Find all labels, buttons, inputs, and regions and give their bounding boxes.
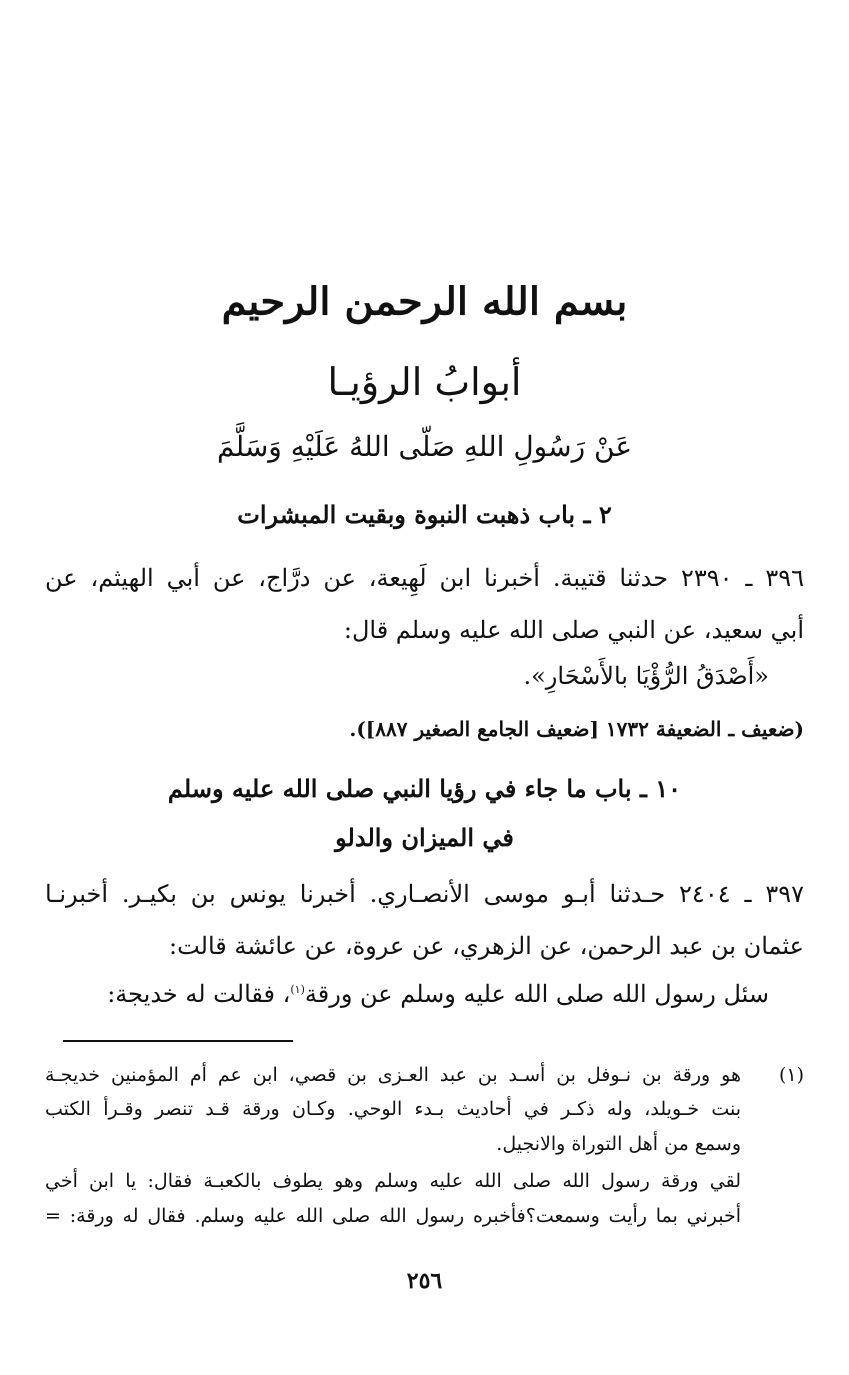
hadith-text: «أَصْدَقُ الرُّؤْيَا بالأَسْحَارِ».: [523, 662, 769, 690]
chapter-heading-continued: في الميزان والدلو: [335, 823, 514, 852]
basmala: بسم الله الرحمن الرحيم: [221, 279, 628, 324]
footnote-divider: [63, 1040, 293, 1042]
footnote-marker: (١): [778, 1064, 804, 1086]
hadith-line: ٣٩٦ ـ ٢٣٩٠ حدثنا قتيبة. أخبرنا ابن لَهِيعة، عن درَّاج، عن أبي الهيثم، عن: [45, 564, 804, 592]
page-number: ٢٥٦: [406, 1268, 443, 1294]
hadith-text: ، فقالت له خديجة:: [107, 980, 291, 1008]
hadith-line: ٣٩٧ ـ ٢٤٠٤ حـدثنا أبـو موسى الأنصـاري. أخبرنا يونس بن بكيـر. أخبرنـا: [45, 880, 804, 908]
hadith-grading: (ضعيف ـ الضعيفة ١٧٣٢ [ضعيف الجامع الصغير ٨٨٧]).: [349, 717, 804, 741]
hadith-text: سئل رسول الله صلى الله عليه وسلم عن ورقة: [304, 980, 769, 1008]
book-title: أبوابُ الرؤيـا: [327, 360, 522, 404]
chapter-heading: ١٠ ـ باب ما جاء في رؤيا النبي صلى الله عليه وسلم: [167, 774, 682, 803]
footnote-line: لقي ورقة رسول الله صلى الله عليه وسلم وهو يطوف بالكعبـة فقال: يا ابن أخي: [45, 1170, 741, 1192]
hadith-line: [45, 980, 769, 1008]
book-subtitle: عَنْ رَسُولِ اللهِ صَلّى اللهُ عَلَيْهِ وَسَلَّمَ: [216, 430, 633, 463]
hadith-line: عثمان بن عبد الرحمن، عن الزهري، عن عروة، عن عائشة قالت:: [169, 932, 804, 960]
footnote-line: هو ورقة بن نـوفل بن أسـد بن عبد العـزى بن قصي، ابن عم أم المؤمنين خديجـة: [45, 1064, 741, 1086]
footnote-line: وسمع من أهل التوراة والانجيل.: [496, 1133, 741, 1155]
footnote-line: بنت خـويلد، وله ذكـر في أحاديث بـدء الوحي. وكـان ورقة قـد تنصر وقـرأ الكتب: [45, 1098, 741, 1120]
hadith-line: أبي سعيد، عن النبي صلى الله عليه وسلم قال:: [343, 616, 804, 644]
footnote-line: أخبرني بما رأيت وسمعت؟فأخبره رسول الله صلى الله عليه وسلم. فقال له ورقة: =: [45, 1205, 741, 1227]
chapter-heading: ٢ ـ باب ذهبت النبوة وبقيت المبشرات: [237, 500, 612, 529]
footnote-reference: (١): [290, 983, 305, 996]
